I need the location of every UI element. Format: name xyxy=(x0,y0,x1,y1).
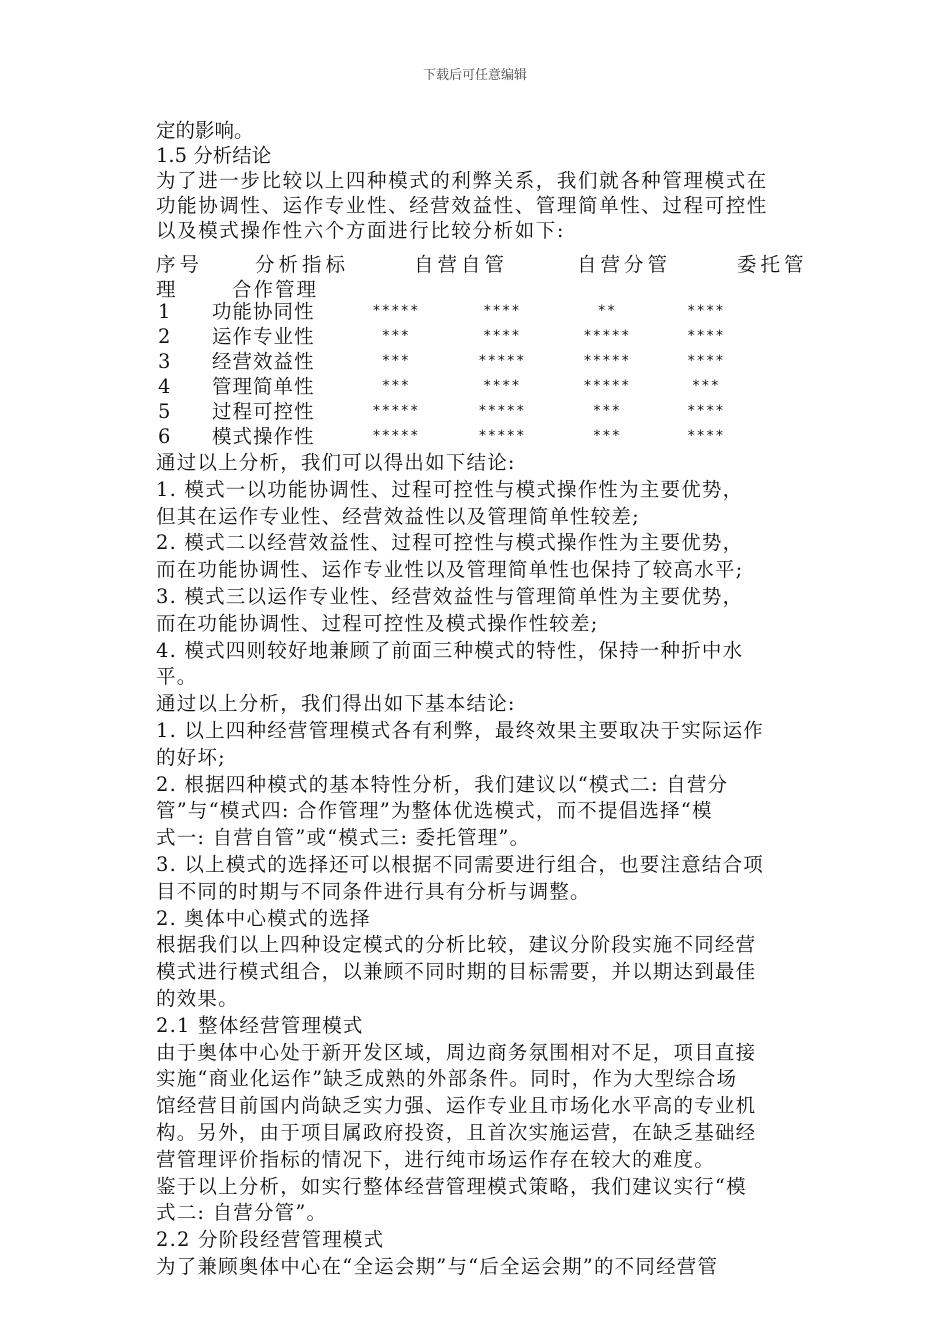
text-line: 定的影响。 xyxy=(156,119,254,142)
text-line: 3. 以上模式的选择还可以根据不同需要进行组合，也要注意结合项 xyxy=(156,853,765,876)
table-header-cell: 自营自管 xyxy=(414,253,509,276)
table-row-metric: 管理简单性 xyxy=(212,375,315,398)
rating-stars: ***** xyxy=(372,428,420,444)
text-line: 2. 模式二以经营效益性、过程可控性与模式操作性为主要优势， xyxy=(156,531,744,555)
text-line: 1. 模式一以功能协调性、过程可控性与模式操作性为主要优势， xyxy=(156,477,744,501)
table-row-number: 2 xyxy=(158,325,171,348)
table-row-metric: 功能协同性 xyxy=(212,300,315,323)
text-line: 为了兼顾奥体中心在“全运会期”与“后全运会期”的不同经营管 xyxy=(156,1255,719,1278)
rating-stars: ***** xyxy=(372,403,420,419)
text-line: 实施“商业化运作”缺乏成熟的外部条件。同时，作为大型综合场 xyxy=(156,1067,738,1091)
rating-stars: *** xyxy=(691,378,721,394)
text-line: 以及模式操作性六个方面进行比较分析如下: xyxy=(156,219,566,242)
rating-stars: **** xyxy=(687,353,725,369)
table-row-number: 3 xyxy=(158,350,171,373)
rating-stars: **** xyxy=(483,378,521,394)
text-line: 功能协调性、运作专业性、经营效益性、管理简单性、过程可控性 xyxy=(156,194,768,217)
table-row-metric: 经营效益性 xyxy=(212,350,315,373)
text-line: 通过以上分析，我们可以得出如下结论: xyxy=(156,451,516,474)
rating-stars: *** xyxy=(381,353,411,369)
rating-stars: **** xyxy=(483,328,521,344)
table-row-number: 1 xyxy=(158,300,171,323)
rating-stars: **** xyxy=(687,303,725,319)
text-line: 而在功能协调性、过程可控性及模式操作性较差; xyxy=(156,611,599,635)
rating-stars: *** xyxy=(381,378,411,394)
table-header-cell: 合作管理 xyxy=(232,278,319,301)
rating-stars: **** xyxy=(483,303,521,319)
text-line: 2. 奥体中心模式的选择 xyxy=(156,906,371,930)
table-header-cell: 自营分管 xyxy=(577,253,672,276)
rating-stars: ** xyxy=(597,303,617,319)
page-header: 下载后可任意编辑 xyxy=(422,68,527,83)
text-line: 1.5 分析结论 xyxy=(156,144,272,167)
text-line: 2.1 整体经营管理模式 xyxy=(156,1013,364,1037)
rating-stars: ***** xyxy=(478,403,526,419)
table-row-metric: 过程可控性 xyxy=(212,400,315,423)
rating-stars: ***** xyxy=(372,303,420,319)
text-line: 平。 xyxy=(156,665,198,689)
text-line: 根据我们以上四种设定模式的分析比较，建议分阶段实施不同经营 xyxy=(156,933,757,957)
rating-stars: *** xyxy=(381,328,411,344)
text-line: 而在功能协调性、运作专业性以及管理简单性也保持了较高水平; xyxy=(156,558,744,582)
table-header-cell: 分析指标 xyxy=(255,253,350,276)
rating-stars: *** xyxy=(592,428,622,444)
rating-stars: ***** xyxy=(583,353,631,369)
rating-stars: **** xyxy=(687,328,725,344)
text-line: 构。另外，由于项目属政府投资，且首次实施运营，在缺乏基础经 xyxy=(156,1121,757,1144)
text-line: 营管理评价指标的情况下，进行纯市场运作存在较大的难度。 xyxy=(156,1147,715,1171)
table-row-metric: 运作专业性 xyxy=(212,325,315,348)
text-line: 馆经营目前国内尚缺乏实力强、运作专业且市场化水平高的专业机 xyxy=(156,1094,757,1118)
rating-stars: **** xyxy=(687,428,725,444)
table-header-wrap: 理 xyxy=(156,278,176,301)
table-row-number: 5 xyxy=(158,400,171,423)
table-row-number: 4 xyxy=(158,375,171,398)
text-line: 的好坏; xyxy=(156,745,226,769)
text-line: 鉴于以上分析，如实行整体经营管理模式策略，我们建议实行“模 xyxy=(156,1174,747,1198)
text-line: 但其在运作专业性、经营效益性以及管理简单性较差; xyxy=(156,504,640,528)
rating-stars: ***** xyxy=(478,353,526,369)
text-line: 由于奥体中心处于新开发区域，周边商务氛围相对不足，项目直接 xyxy=(156,1040,757,1064)
text-line: 式二: 自营分管”。 xyxy=(156,1201,328,1225)
text-line: 管”与“模式四: 合作管理”为整体优选模式，而不提倡选择“模 xyxy=(156,799,713,823)
text-line: 式一: 自营自管”或“模式三: 委托管理”。 xyxy=(156,826,531,850)
text-line: 的效果。 xyxy=(156,987,239,1010)
text-line: 目不同的时期与不同条件进行具有分析与调整。 xyxy=(156,879,591,903)
text-line: 通过以上分析，我们得出如下基本结论: xyxy=(156,692,516,716)
table-header-cell: 委托管 xyxy=(737,253,808,276)
text-line: 2. 根据四种模式的基本特性分析，我们建议以“模式二: 自营分 xyxy=(156,772,729,796)
table-header-cell: 序号 xyxy=(156,253,204,276)
text-line: 为了进一步比较以上四种模式的利弊关系，我们就各种管理模式在 xyxy=(156,169,768,192)
text-line: 3. 模式三以运作专业性、经营效益性与管理简单性为主要优势， xyxy=(156,585,744,608)
table-row-metric: 模式操作性 xyxy=(212,425,315,448)
rating-stars: ***** xyxy=(583,328,631,344)
rating-stars: ***** xyxy=(478,428,526,444)
text-line: 1. 以上四种经营管理模式各有利弊，最终效果主要取决于实际运作 xyxy=(156,719,765,742)
text-line: 4. 模式四则较好地兼顾了前面三种模式的特性，保持一种折中水 xyxy=(156,638,744,662)
text-line: 2.2 分阶段经营管理模式 xyxy=(156,1228,385,1252)
table-row-number: 6 xyxy=(158,425,171,448)
rating-stars: **** xyxy=(687,403,725,419)
text-line: 模式进行模式组合，以兼顾不同时期的目标需要，并以期达到最佳 xyxy=(156,960,757,984)
rating-stars: ***** xyxy=(583,378,631,394)
rating-stars: *** xyxy=(592,403,622,419)
